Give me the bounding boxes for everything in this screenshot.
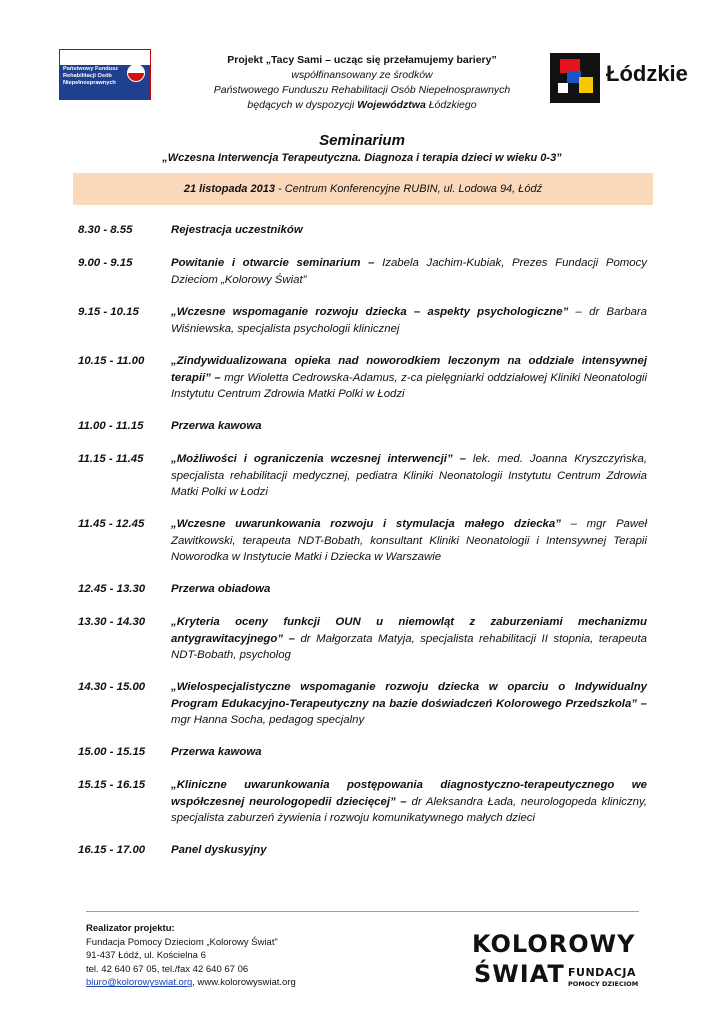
agenda-title: Przerwa kawowa	[171, 420, 262, 432]
pfron-line1: Państwowy Fundusz	[63, 66, 119, 72]
agenda-time: 16.15 - 17.00	[78, 844, 146, 856]
agenda-desc	[171, 842, 647, 859]
agenda-speaker: dr Małgorzata Matyja, specjalista rehabilitacji II stopnia, terapeuta NDT-Bobath, psycholog	[171, 632, 647, 661]
agenda-title: „Wielospecjalistyczne wspomaganie rozwoju dziecka w oparciu o Indywidualny Program Edukacyjno-Terapeutyczny na bazie doświadczeń Kolorowego Przedszkola” –	[171, 681, 647, 710]
pfron-logo	[59, 49, 151, 100]
disposal-line	[170, 98, 554, 113]
project-header	[170, 53, 554, 113]
agenda-time: 11.15 - 11.45	[78, 453, 144, 465]
agenda-time: 15.00 - 15.15	[78, 746, 146, 758]
agenda-desc	[171, 418, 647, 435]
pfron-logo-text	[63, 66, 118, 87]
agenda-desc	[171, 451, 647, 501]
agenda-speaker: Izabela Jachim-Kubiak, Prezes Fundacji Pomocy Dzieciom „Kolorowy Świat”	[171, 257, 647, 286]
agenda-desc	[171, 777, 647, 827]
footer-org: Fundacja Pomocy Dzieciom „Kolorowy Świat”	[86, 936, 278, 948]
pfron-emblem-icon	[127, 64, 145, 82]
footer-phone: tel. 42 640 67 05, tel./fax 42 640 67 06	[86, 963, 249, 975]
agenda-speaker: lek. med. Joanna Kryszczyńska, specjalista rehabilitacji medycznej, pediatra Kliniki Neonatologii Instytutu Centrum Zdrowia Matki Polki w Łodzi	[171, 453, 647, 498]
agenda-time: 14.30 - 15.00	[78, 681, 146, 693]
project-line: Projekt „Tacy Sami – ucząc się przełamujemy bariery”	[227, 54, 497, 66]
page-title: Seminarium	[319, 132, 405, 149]
date-venue-banner	[73, 173, 653, 205]
footer-contact	[86, 976, 446, 990]
footer-web: , www.kolorowyswiat.org	[192, 977, 296, 989]
lodzkie-logo-yellow	[579, 77, 593, 93]
agenda-desc	[171, 304, 647, 337]
agenda-time: 8.30 - 8.55	[78, 224, 133, 236]
disposal-prefix: będących w dyspozycji	[247, 99, 358, 111]
agenda-desc	[171, 679, 647, 729]
agenda-speaker: – mgr Paweł Zawitkowski, terapeuta NDT-Bobath, konsultant Kliniki Neonatologii i Intensywnej Terapii Noworodka w Instytucie Matki i Dziecka w Warszawie	[171, 518, 647, 563]
cofinanced-line: współfinansowany ze środków	[291, 69, 433, 81]
kolorowy-swiat-logo	[472, 930, 642, 990]
agenda-speaker: – dr Barbara Wiśniewska, specjalista psychologii klinicznej	[171, 306, 648, 335]
agenda-time: 13.30 - 14.30	[78, 616, 146, 628]
agenda-title: „Kryteria oceny funkcji OUN u niemowląt z zaburzeniami mechanizmu antygrawitacyjnego” –	[171, 616, 647, 645]
agenda-time: 12.45 - 13.30	[78, 583, 146, 595]
agenda-time: 11.45 - 12.45	[78, 518, 145, 530]
agenda-desc	[171, 581, 647, 598]
agenda-speaker: mgr Wioletta Cedrowska-Adamus, z-ca pielęgniarki oddziałowej Kliniki Neonatologii Instytutu Centrum Zdrowia Matki Polki w Łodzi	[171, 371, 647, 400]
agenda-desc	[171, 255, 647, 288]
event-date: 21 listopada 2013	[183, 183, 275, 195]
footer-info	[86, 922, 446, 990]
agenda-desc	[171, 744, 647, 761]
disposal-bold: Województwa	[357, 99, 426, 111]
agenda-title: „Kliniczne uwarunkowania postępowania diagnostyczno-terapeutycznego we współczesnej neurologopedii dziecięcej” –	[171, 779, 647, 808]
agenda-speaker: dr Aleksandra Łada, neurologopeda kliniczny, specjalista zaburzeń żywienia i rozwoju komunikatywnego małych dzieci	[171, 795, 647, 824]
kolorowy-logo-fund1: FUNDACJA	[568, 966, 636, 979]
agenda-title: Przerwa kawowa	[171, 746, 262, 758]
footer-divider	[86, 911, 639, 912]
agenda-time: 11.00 - 11.15	[78, 420, 144, 432]
footer-label: Realizator projektu:	[86, 923, 175, 934]
agenda-time: 9.15 - 10.15	[78, 306, 139, 318]
lodzkie-logo-white	[558, 83, 568, 93]
agenda-time: 10.15 - 11.00	[78, 355, 145, 367]
pfron-line3: Niepełnosprawnych	[63, 80, 116, 86]
footer-address: 91-437 Łódź, ul. Kościelna 6	[86, 950, 206, 962]
agenda-title: „Możliwości i ograniczenia wczesnej interwencji” –	[171, 453, 466, 465]
agenda-desc	[171, 516, 647, 566]
kolorowy-logo-word1: KOLOROWY	[472, 930, 636, 958]
agenda-title: Powitanie i otwarcie seminarium –	[171, 257, 375, 269]
agenda-time: 15.15 - 16.15	[78, 779, 146, 791]
agenda-time: 9.00 - 9.15	[78, 257, 133, 269]
kolorowy-logo-word2: ŚWIAT	[474, 960, 565, 988]
lodzkie-logo	[550, 53, 690, 103]
agenda-desc	[171, 222, 647, 239]
page-subtitle: „Wczesna Interwencja Terapeutyczna. Diagnoza i terapia dzieci w wieku 0-3”	[162, 152, 562, 164]
agenda-title: Panel dyskusyjny	[171, 844, 267, 856]
event-venue: - Centrum Konferencyjne RUBIN, ul. Lodowa 94, Łódź	[274, 183, 543, 195]
agenda-title: „Wczesne wspomaganie rozwoju dziecka – aspekty psychologiczne”	[171, 306, 569, 318]
agenda-desc	[171, 353, 647, 403]
agenda-title: Rejestracja uczestników	[171, 224, 303, 236]
pfron-line2: Rehabilitacji Osób	[63, 73, 112, 79]
agenda-speaker: mgr Hanna Socha, pedagog specjalny	[171, 714, 365, 726]
fund-line: Państwowego Funduszu Rehabilitacji Osób Niepełnosprawnych	[213, 84, 511, 96]
agenda-title: „Wczesne uwarunkowania rozwoju i stymulacja małego dziecka”	[171, 518, 561, 530]
agenda-title: Przerwa obiadowa	[171, 583, 271, 595]
footer-email-link[interactable]: biuro@kolorowyswiat.org	[86, 977, 193, 989]
agenda-title: „Zindywidualizowana opieka nad noworodkiem leczonym na oddziale intensywnej terapii” –	[171, 355, 647, 384]
lodzkie-logo-word: Łódzkie	[606, 61, 688, 86]
disposal-suffix: Łódzkiego	[425, 99, 477, 111]
agenda-desc	[171, 614, 647, 664]
kolorowy-logo-fund2: POMOCY DZIECIOM	[568, 980, 639, 988]
